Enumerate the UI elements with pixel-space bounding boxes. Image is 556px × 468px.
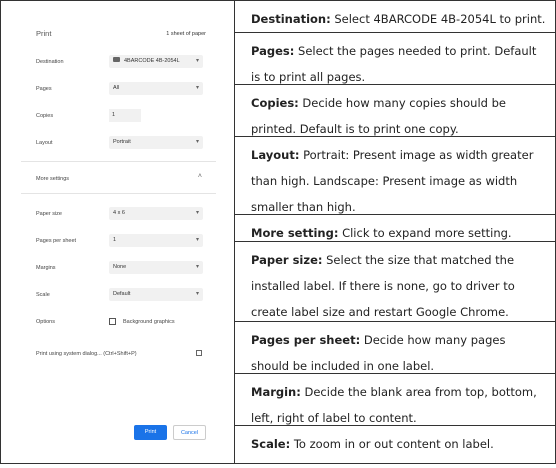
margins-label: Margins (36, 265, 56, 271)
layout-value: Portrait (113, 139, 131, 145)
term: Copies: (251, 96, 299, 110)
layout-label: Layout (36, 140, 53, 146)
cancel-button[interactable]: Cancel (173, 425, 206, 440)
chevron-down-icon: ▾ (195, 237, 199, 243)
description-text: Select 4BARCODE 4B-2054L to print. (330, 12, 546, 26)
description-margin (235, 374, 555, 426)
print-dialog (21, 13, 216, 456)
margins-value: None (113, 264, 127, 270)
print-button[interactable]: Print (134, 425, 167, 440)
term: Margin: (251, 385, 301, 399)
margins-select[interactable] (109, 261, 203, 274)
chevron-down-icon: ▾ (195, 291, 199, 297)
pages-per-sheet-label: Pages per sheet (36, 238, 77, 244)
term: Scale: (251, 437, 291, 451)
description-pages (235, 33, 555, 85)
open-external-icon[interactable] (196, 350, 202, 356)
description-text: Select the size that matched the installed label. If there is none, go to driver to create label size and restart Google Chrome. (251, 253, 515, 319)
chevron-up-icon[interactable]: ˄ (197, 173, 202, 180)
paper-size-select[interactable] (109, 207, 203, 220)
divider (21, 193, 216, 194)
scale-label: Scale (36, 292, 50, 298)
description-text: Portrait: Present image as width greater than high. Landscape: Present image as width smaller than high. (251, 148, 534, 214)
chevron-down-icon: ▾ (195, 264, 199, 270)
description-text: Decide how many copies should be printed. Default is to print one copy. (251, 96, 506, 136)
description-copies (235, 85, 555, 137)
copies-label: Copies (36, 113, 54, 119)
term: Paper size: (251, 253, 323, 267)
pages-value: All (113, 85, 120, 91)
description-text: Select the pages needed to print. Default is to print all pages. (251, 44, 537, 84)
more-settings-toggle[interactable]: More settings (36, 176, 70, 182)
scale-select[interactable] (109, 288, 203, 301)
scale-value: Default (113, 291, 131, 297)
chevron-down-icon: ▾ (195, 139, 199, 145)
dialog-title: Print (36, 29, 52, 38)
paper-size-value: 4 x 6 (113, 210, 125, 216)
destination-label: Destination (36, 59, 64, 65)
chevron-down-icon: ▾ (195, 85, 199, 91)
printer-icon (113, 57, 120, 62)
destination-value: 4BARCODE 4B-2054L (124, 58, 180, 64)
divider (21, 161, 216, 162)
screenshot-column (1, 1, 235, 463)
background-graphics-checkbox[interactable] (109, 318, 116, 325)
term: Pages: (251, 44, 295, 58)
chevron-down-icon: ▾ (195, 210, 199, 216)
pages-per-sheet-value: 1 (113, 237, 117, 243)
term: Destination: (251, 12, 331, 26)
copies-input[interactable]: 1 (109, 109, 141, 122)
description-text: Decide how many pages should be included in one label. (251, 333, 506, 373)
description-pages-per-sheet (235, 322, 555, 374)
options-label: Options (36, 319, 55, 325)
term: Pages per sheet: (251, 333, 361, 347)
description-text: Click to expand more setting. (338, 226, 512, 240)
system-dialog-link[interactable]: Print using system dialog... (Ctrl+Shift+P) (36, 351, 137, 357)
description-more-setting (235, 215, 555, 242)
pages-per-sheet-select[interactable] (109, 234, 203, 247)
description-text: To zoom in or out content on label. (290, 437, 494, 451)
pages-select[interactable] (109, 82, 203, 95)
pages-label: Pages (36, 86, 52, 92)
sheet-count: 1 sheet of paper (166, 31, 206, 37)
term: Layout: (251, 148, 300, 162)
description-scale (235, 426, 555, 463)
chevron-down-icon: ▾ (195, 58, 199, 64)
description-layout (235, 137, 555, 215)
layout-select[interactable] (109, 136, 203, 149)
description-text: Decide the blank area from top, bottom, left, right of label to content. (251, 385, 537, 425)
background-graphics-label: Background graphics (123, 319, 175, 325)
destination-select[interactable] (109, 55, 203, 68)
description-paper-size (235, 242, 555, 322)
paper-size-label: Paper size (36, 211, 62, 217)
term: More setting: (251, 226, 339, 240)
description-destination (235, 1, 555, 33)
